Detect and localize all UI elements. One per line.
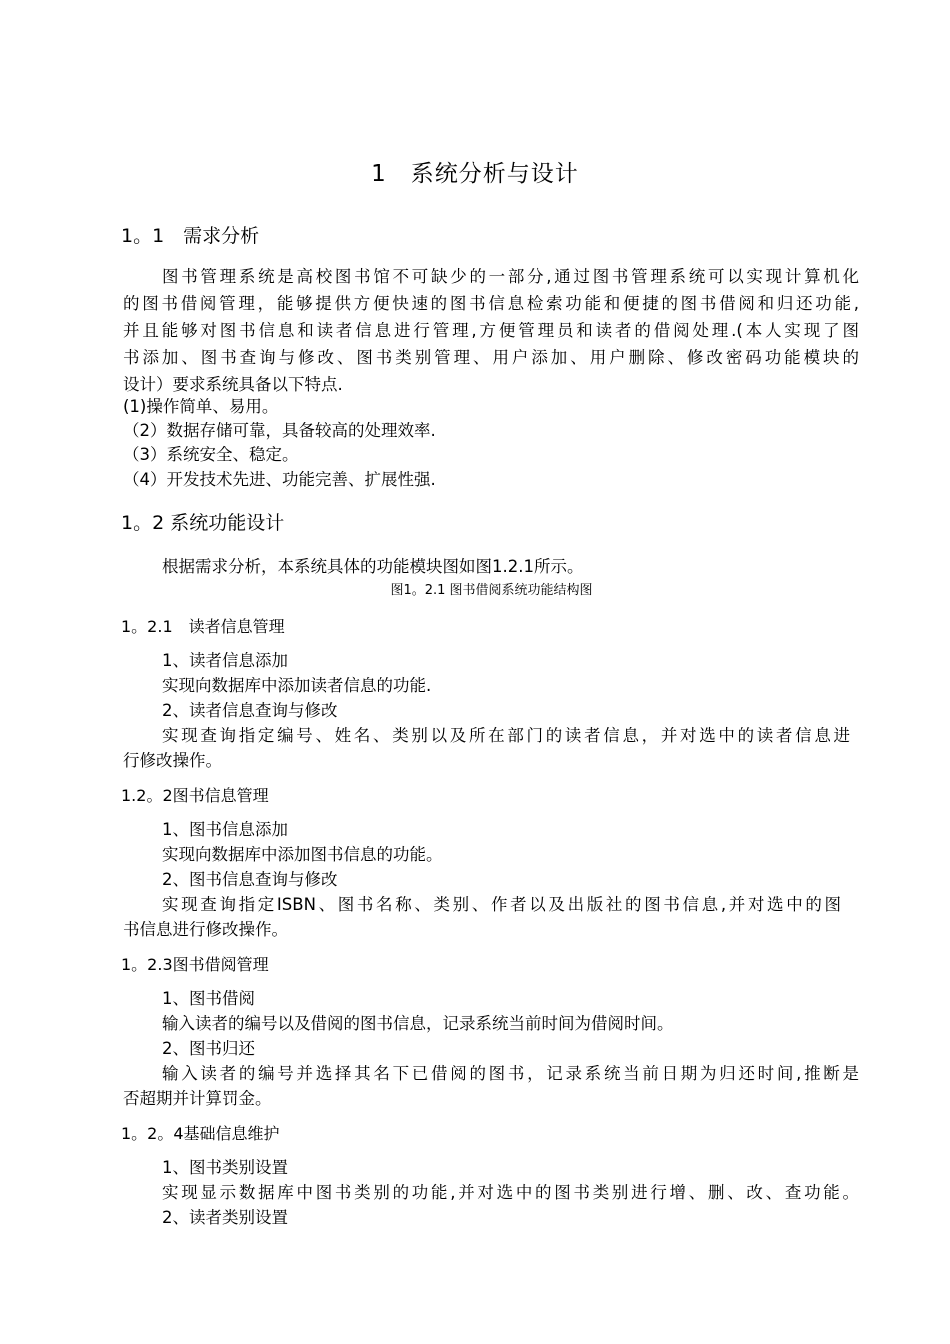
paragraph-line: 并且能够对图书信息和读者信息进行管理,方便管理员和读者的借阅处理.(本人实现了图 xyxy=(123,321,859,340)
paragraph-line: 的图书借阅管理，能够提供方便快速的图书信息检索功能和便捷的图书借阅和归还功能, xyxy=(123,294,859,313)
subsection-heading-1-2-4: 1。2。4基础信息维护 xyxy=(121,1124,280,1143)
paragraph-line: 实现查询指定ISBN、图书名称、类别、作者以及出版社的图书信息,并对选中的图 xyxy=(162,895,841,914)
list-item: （4）开发技术先进、功能完善、扩展性强. xyxy=(123,470,436,489)
list-item: （2）数据存储可靠，具备较高的处理效率. xyxy=(123,421,436,440)
paragraph-line: 输入读者的编号并选择其名下已借阅的图书，记录系统当前日期为归还时间,推断是 xyxy=(162,1064,859,1083)
paragraph-line: 输入读者的编号以及借阅的图书信息，记录系统当前时间为借阅时间。 xyxy=(162,1014,674,1033)
list-item: 2、图书信息查询与修改 xyxy=(162,870,338,889)
figure-caption: 图1。2.1 图书借阅系统功能结构图 xyxy=(390,583,593,598)
paragraph-line: 设计）要求系统具备以下特点. xyxy=(123,375,343,394)
paragraph-line: 图书管理系统是高校图书馆不可缺少的一部分,通过图书管理系统可以实现计算机化 xyxy=(162,267,859,286)
paragraph-line: 根据需求分析，本系统具体的功能模块图如图1.2.1所示。 xyxy=(162,557,584,576)
paragraph-line: 实现查询指定编号、姓名、类别以及所在部门的读者信息，并对选中的读者信息进 xyxy=(162,726,850,745)
list-item: 1、图书信息添加 xyxy=(162,820,288,839)
paragraph-line: 实现显示数据库中图书类别的功能,并对选中的图书类别进行增、删、改、查功能。 xyxy=(162,1183,859,1202)
list-item: 2、读者类别设置 xyxy=(162,1208,288,1227)
list-item: (1)操作简单、易用。 xyxy=(123,397,279,416)
list-item: 1、图书类别设置 xyxy=(162,1158,288,1177)
paragraph-line: 实现向数据库中添加读者信息的功能. xyxy=(162,676,432,695)
subsection-heading-1-2-3: 1。2.3图书借阅管理 xyxy=(121,955,269,974)
section-heading-1-2: 1。2 系统功能设计 xyxy=(121,512,285,534)
section-heading-1-1: 1。1 需求分析 xyxy=(121,225,260,247)
list-item: 2、读者信息查询与修改 xyxy=(162,701,338,720)
list-item: 1、读者信息添加 xyxy=(162,651,288,670)
subsection-heading-1-2-1: 1。2.1 读者信息管理 xyxy=(121,617,285,636)
paragraph-line: 实现向数据库中添加图书信息的功能。 xyxy=(162,845,443,864)
chapter-title: 1 系统分析与设计 xyxy=(371,161,579,187)
paragraph-line: 行修改操作。 xyxy=(123,751,222,770)
paragraph-line: 书添加、图书查询与修改、图书类别管理、用户添加、用户删除、修改密码功能模块的 xyxy=(123,348,859,367)
list-item: 1、图书借阅 xyxy=(162,989,255,1008)
paragraph-line: 否超期并计算罚金。 xyxy=(123,1089,272,1108)
list-item: 2、图书归还 xyxy=(162,1039,255,1058)
list-item: （3）系统安全、稳定。 xyxy=(123,445,299,464)
subsection-heading-1-2-2: 1.2。2图书信息管理 xyxy=(121,786,269,805)
paragraph-line: 书信息进行修改操作。 xyxy=(123,920,288,939)
